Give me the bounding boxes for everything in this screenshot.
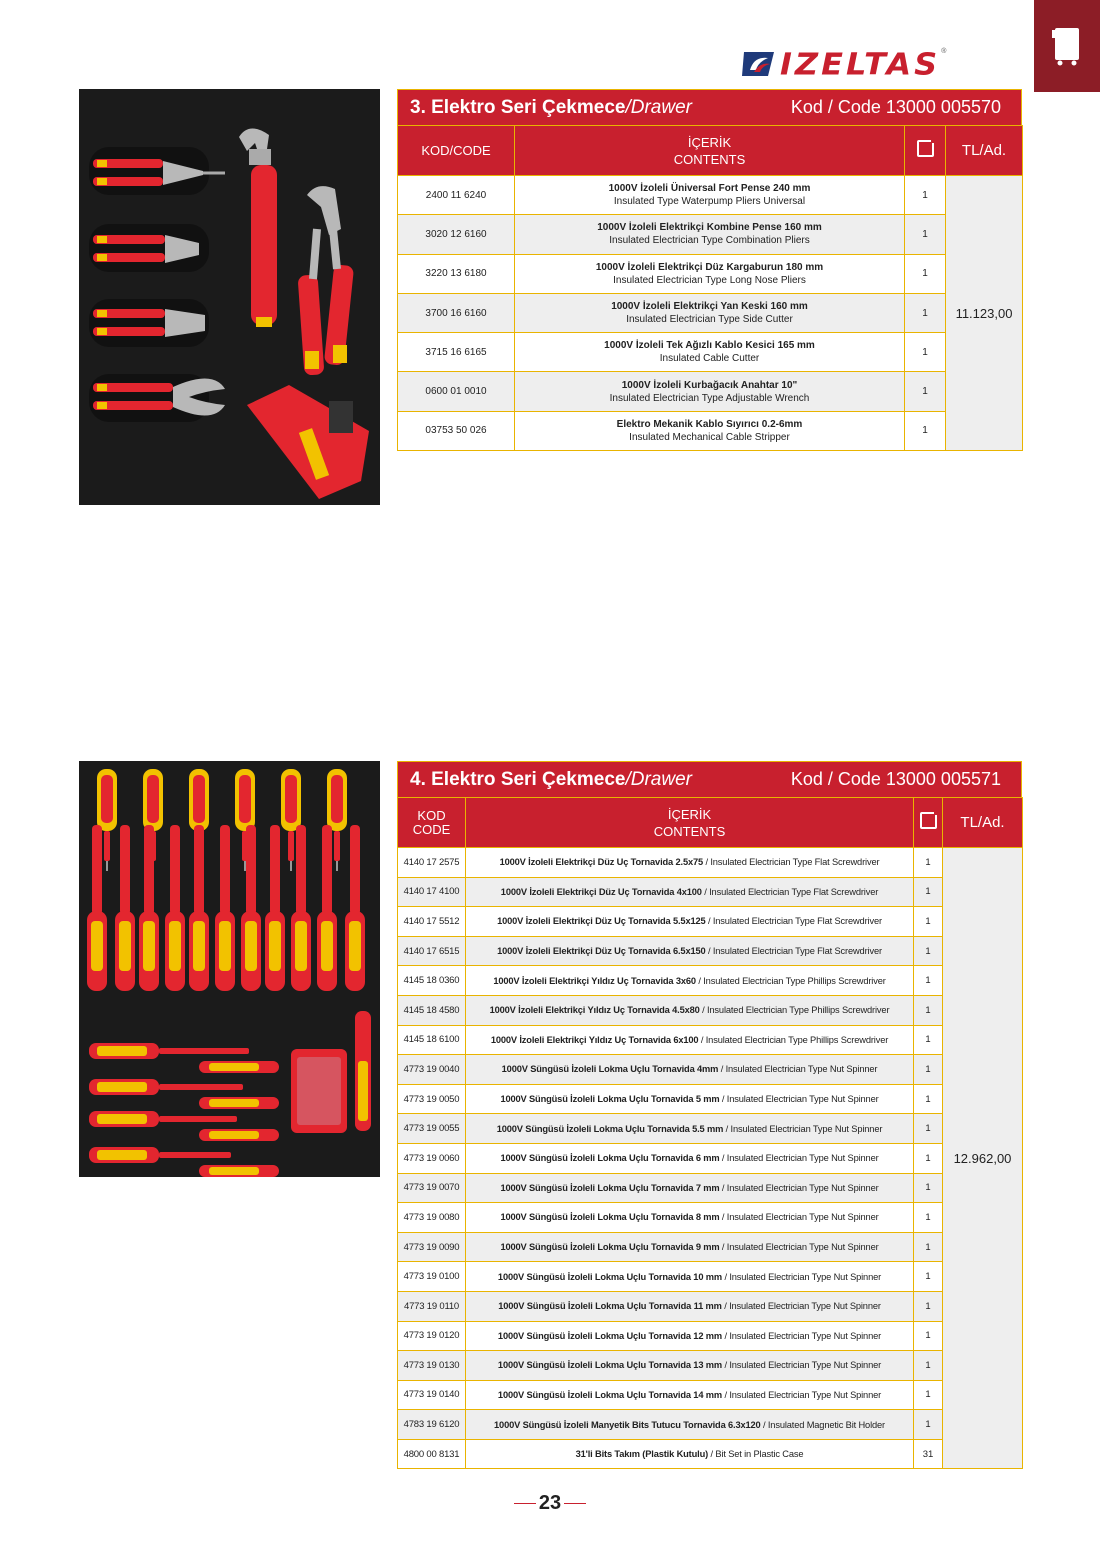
table-row (398, 966, 1023, 996)
set-price: 12.962,00 (943, 848, 1023, 1469)
item-code: 4773 19 0040 (398, 1055, 466, 1085)
col-header-code: KOD/CODE (398, 126, 515, 176)
item-quantity: 1 (905, 176, 946, 215)
item-name-tr: 1000V İzoleli Üniversal Fort Pense 240 mm (608, 183, 811, 195)
item-name-tr: 1000V İzoleli Elektrikçi Yıldız Uç Tornavida 3x60 (493, 975, 696, 986)
item-quantity: 1 (914, 1055, 943, 1085)
table-row (398, 995, 1023, 1025)
item-description (466, 1262, 914, 1292)
table-row (398, 1262, 1023, 1292)
item-quantity: 1 (914, 1143, 943, 1173)
item-quantity: 1 (914, 995, 943, 1025)
item-description (466, 1084, 914, 1114)
brand-reg: ® (941, 48, 947, 55)
item-code: 4773 19 0110 (398, 1291, 466, 1321)
item-name-en: / Insulated Electrician Type Nut Spinner (722, 1389, 882, 1400)
drawer-4-title: 4. Elektro Seri Çekmece/Drawer (410, 768, 692, 790)
item-quantity: 31 (914, 1439, 943, 1469)
item-name-tr: 1000V Süngüsü İzoleli Lokma Uçlu Tornavida 13 mm (497, 1360, 723, 1371)
item-name-tr: 1000V İzoleli Elektrikçi Düz Kargaburun 180 mm (595, 261, 824, 273)
item-quantity: 1 (905, 254, 946, 293)
table-row (398, 907, 1023, 937)
corner-tab (1034, 0, 1100, 92)
item-code: 4773 19 0090 (398, 1232, 466, 1262)
item-name-en: / Insulated Electrician Type Nut Spinner (719, 1212, 879, 1223)
item-description (466, 848, 914, 878)
item-quantity: 1 (914, 1262, 943, 1292)
item-description (466, 1380, 914, 1410)
table-row (398, 1321, 1023, 1351)
item-name-en: Insulated Electrician Type Side Cutter (626, 314, 793, 326)
brand-logo (742, 45, 1012, 83)
item-name-tr: 1000V Süngüsü İzoleli Lokma Uçlu Tornavida 5 mm (500, 1094, 720, 1105)
item-description (466, 1114, 914, 1144)
table-row (398, 1203, 1023, 1233)
item-name-en: / Bit Set in Plastic Case (708, 1449, 804, 1460)
table-row (398, 1380, 1023, 1410)
drawer-3-title-bar (397, 89, 1022, 125)
item-quantity: 1 (914, 877, 943, 907)
item-name-tr: 1000V İzoleli Kurbağacık Anahtar 10" (621, 379, 798, 391)
item-code: 4140 17 4100 (398, 877, 466, 907)
table-row (398, 411, 1023, 450)
table-header-row (398, 126, 1023, 176)
item-description (466, 1232, 914, 1262)
col-header-quantity (914, 798, 943, 848)
table-row (398, 848, 1023, 878)
item-name-en: / Insulated Electrician Type Phillips Screwdriver (699, 1005, 890, 1016)
col-header-quantity (905, 126, 946, 176)
item-name-en: / Insulated Electrician Type Flat Screwdriver (705, 916, 882, 927)
set-price: 11.123,00 (946, 176, 1023, 451)
item-name-en: / Insulated Electrician Type Flat Screwdriver (705, 946, 882, 957)
table-row (398, 936, 1023, 966)
item-code: 4773 19 0080 (398, 1203, 466, 1233)
item-description (466, 1173, 914, 1203)
item-description (466, 1410, 914, 1440)
item-quantity: 1 (905, 372, 946, 411)
item-code: 4800 00 8131 (398, 1439, 466, 1469)
item-name-tr: 1000V İzoleli Tek Ağızlı Kablo Kesici 165 mm (604, 340, 815, 352)
table-row (398, 1410, 1023, 1440)
item-name-tr: 1000V Süngüsü İzoleli Lokma Uçlu Tornavida 8 mm (500, 1212, 720, 1223)
item-name-tr: 1000V Süngüsü İzoleli Lokma Uçlu Tornavida 5.5 mm (496, 1123, 724, 1134)
screwdriver-set-illustration (79, 761, 380, 1177)
table-row (398, 1143, 1023, 1173)
item-description (466, 995, 914, 1025)
brand-name: IZELTAS (780, 45, 941, 83)
item-name-tr: 1000V Süngüsü İzoleli Lokma Uçlu Tornavida 10 mm (497, 1271, 723, 1282)
item-code: 3020 12 6160 (398, 215, 515, 254)
item-name-en: / Insulated Electrician Type Nut Spinner (722, 1360, 882, 1371)
item-description (466, 936, 914, 966)
item-quantity: 1 (914, 1291, 943, 1321)
table-row (398, 1084, 1023, 1114)
item-name-en: / Insulated Electrician Type Nut Spinner (719, 1094, 879, 1105)
item-name-en: Insulated Cable Cutter (659, 353, 760, 365)
item-description (466, 1143, 914, 1173)
pliers-set-illustration (79, 89, 380, 505)
item-name-tr: 1000V İzoleli Elektrikçi Düz Uç Tornavida 4x100 (500, 886, 702, 897)
item-description (466, 966, 914, 996)
table-row (398, 1025, 1023, 1055)
drawer-4-table (397, 797, 1023, 1469)
item-name-en: / Insulated Electrician Type Nut Spinner (722, 1330, 882, 1341)
item-quantity: 1 (914, 1114, 943, 1144)
item-name-en: / Insulated Electrician Type Flat Screwdriver (703, 857, 880, 868)
item-description (466, 877, 914, 907)
item-description (515, 333, 905, 372)
item-code: 4773 19 0070 (398, 1173, 466, 1203)
item-name-tr: 1000V Süngüsü İzoleli Manyetik Bits Tutucu Tornavida 6.3x120 (494, 1419, 761, 1430)
item-code: 4773 19 0120 (398, 1321, 466, 1351)
item-description (466, 1291, 914, 1321)
col-header-price: TL/Ad. (943, 798, 1023, 848)
item-description (515, 254, 905, 293)
col-header-code: KOD CODE (398, 798, 466, 848)
item-code: 4773 19 0050 (398, 1084, 466, 1114)
item-quantity: 1 (914, 1025, 943, 1055)
item-name-en: / Insulated Electrician Type Nut Spinner (720, 1064, 878, 1075)
box-icon (920, 812, 937, 829)
item-description (466, 907, 914, 937)
item-quantity: 1 (914, 1351, 943, 1381)
item-code: 4140 17 6515 (398, 936, 466, 966)
item-quantity: 1 (914, 1321, 943, 1351)
item-description (515, 372, 905, 411)
drawer-4-title-bar (397, 761, 1022, 797)
table-row (398, 254, 1023, 293)
item-name-en: / Insulated Electrician Type Phillips Screwdriver (695, 975, 886, 986)
table-header-row (398, 798, 1023, 848)
item-name-tr: 1000V Süngüsü İzoleli Lokma Uçlu Tornavida 7 mm (500, 1182, 720, 1193)
item-name-tr: 1000V İzoleli Elektrikçi Düz Uç Tornavida 5.5x125 (497, 916, 706, 927)
item-quantity: 1 (905, 411, 946, 450)
item-name-en: / Insulated Magnetic Bit Holder (760, 1419, 885, 1430)
item-description (466, 1203, 914, 1233)
item-code: 4773 19 0055 (398, 1114, 466, 1144)
item-code: 4773 19 0100 (398, 1262, 466, 1292)
item-name-tr: 1000V Süngüsü İzoleli Lokma Uçlu Tornavida 6 mm (500, 1153, 720, 1164)
item-quantity: 1 (914, 1232, 943, 1262)
item-description (466, 1055, 914, 1085)
item-quantity: 1 (914, 1084, 943, 1114)
item-description (466, 1351, 914, 1381)
drawer-3-table (397, 125, 1023, 451)
box-icon (917, 140, 934, 157)
item-quantity: 1 (914, 1173, 943, 1203)
brand-mark-icon (742, 50, 776, 78)
item-name-tr: 1000V İzoleli Elektrikçi Düz Uç Tornavida 2.5x75 (499, 857, 704, 868)
item-name-en: Insulated Electrician Type Adjustable Wrench (609, 392, 810, 404)
item-name-en: / Insulated Electrician Type Nut Spinner (723, 1123, 883, 1134)
item-code: 4773 19 0140 (398, 1380, 466, 1410)
item-code: 4773 19 0060 (398, 1143, 466, 1173)
table-row (398, 293, 1023, 332)
col-header-price: TL/Ad. (946, 126, 1023, 176)
item-quantity: 1 (914, 936, 943, 966)
item-name-tr: 1000V İzoleli Elektrikçi Yıldız Uç Tornavida 4.5x80 (489, 1005, 700, 1016)
item-quantity: 1 (905, 333, 946, 372)
item-code: 4145 18 4580 (398, 995, 466, 1025)
table-row (398, 333, 1023, 372)
item-description (466, 1025, 914, 1055)
item-name-tr: Elektro Mekanik Kablo Sıyırıcı 0.2-6mm (616, 418, 803, 430)
drawer-4-code: Kod / Code 13000 005571 (790, 769, 1001, 789)
item-code: 3220 13 6180 (398, 254, 515, 293)
item-description (515, 215, 905, 254)
table-row (398, 877, 1023, 907)
item-description (466, 1439, 914, 1469)
item-quantity: 1 (914, 1380, 943, 1410)
item-code: 4773 19 0130 (398, 1351, 466, 1381)
item-name-tr: 1000V Süngüsü İzoleli Lokma Uçlu Tornavida 12 mm (497, 1330, 723, 1341)
table-row (398, 176, 1023, 215)
item-name-tr: 1000V Süngüsü İzoleli Lokma Uçlu Tornavida 4mm (501, 1064, 721, 1075)
item-code: 03753 50 026 (398, 411, 515, 450)
item-quantity: 1 (914, 1203, 943, 1233)
item-quantity: 1 (914, 907, 943, 937)
col-header-contents: İÇERİK CONTENTS (515, 126, 905, 176)
item-name-tr: 1000V Süngüsü İzoleli Lokma Uçlu Tornavida 11 mm (498, 1301, 722, 1312)
drawer-3-title: 3. Elektro Seri Çekmece/Drawer (410, 96, 692, 118)
item-description (515, 176, 905, 215)
table-row (398, 372, 1023, 411)
table-row (398, 1291, 1023, 1321)
table-row (398, 215, 1023, 254)
item-quantity: 1 (905, 293, 946, 332)
item-description (515, 293, 905, 332)
item-name-en: Insulated Electrician Type Long Nose Pliers (613, 274, 806, 286)
item-name-en: / Insulated Electrician Type Nut Spinner (719, 1153, 879, 1164)
item-name-tr: 1000V İzoleli Elektrikçi Düz Uç Tornavida 6.5x150 (497, 946, 706, 957)
item-code: 3715 16 6165 (398, 333, 515, 372)
item-quantity: 1 (905, 215, 946, 254)
table-row (398, 1351, 1023, 1381)
col-header-contents: İÇERİK CONTENTS (466, 798, 914, 848)
drawer-4-section (397, 761, 1022, 1469)
drawer-3-section (397, 89, 1022, 451)
table-row (398, 1114, 1023, 1144)
item-name-en: / Insulated Electrician Type Nut Spinner (721, 1301, 881, 1312)
item-name-tr: 1000V Süngüsü İzoleli Lokma Uçlu Tornavida 9 mm (500, 1242, 720, 1253)
item-description (466, 1321, 914, 1351)
table-row (398, 1439, 1023, 1469)
item-quantity: 1 (914, 1410, 943, 1440)
item-name-tr: 1000V İzoleli Elektrikçi Yan Keski 160 mm (611, 301, 808, 313)
page-number: 23 (0, 1492, 1100, 1515)
item-code: 3700 16 6160 (398, 293, 515, 332)
item-code: 4145 18 6100 (398, 1025, 466, 1055)
item-name-en: / Insulated Electrician Type Nut Spinner (719, 1242, 879, 1253)
table-row (398, 1055, 1023, 1085)
item-name-tr: 1000V Süngüsü İzoleli Lokma Uçlu Tornavida 14 mm (497, 1389, 723, 1400)
item-name-tr: 31'li Bits Takım (Plastik Kutulu) (575, 1449, 709, 1460)
item-name-tr: 1000V İzoleli Elektrikçi Yıldız Uç Tornavida 6x100 (490, 1034, 699, 1045)
item-name-en: Insulated Mechanical Cable Stripper (629, 431, 790, 443)
table-row (398, 1173, 1023, 1203)
item-code: 4783 19 6120 (398, 1410, 466, 1440)
item-description (515, 411, 905, 450)
item-code: 4140 17 2575 (398, 848, 466, 878)
item-name-en: / Insulated Electrician Type Phillips Screwdriver (698, 1034, 889, 1045)
item-name-tr: 1000V İzoleli Elektrikçi Kombine Pense 160 mm (597, 222, 822, 234)
item-quantity: 1 (914, 966, 943, 996)
item-name-en: / Insulated Electrician Type Flat Screwdriver (701, 886, 879, 897)
tool-cabinet-icon (1052, 26, 1082, 66)
drawer-3-code: Kod / Code 13000 005570 (790, 97, 1001, 117)
item-code: 2400 11 6240 (398, 176, 515, 215)
item-name-en: / Insulated Electrician Type Nut Spinner (722, 1271, 882, 1282)
drawer-photo-pliers (79, 89, 380, 505)
item-code: 0600 01 0010 (398, 372, 515, 411)
drawer-photo-screwdrivers (79, 761, 380, 1177)
item-code: 4145 18 0360 (398, 966, 466, 996)
item-code: 4140 17 5512 (398, 907, 466, 937)
item-name-en: Insulated Electrician Type Combination Pliers (609, 235, 810, 247)
item-name-en: Insulated Type Waterpump Pliers Universal (613, 196, 806, 208)
table-row (398, 1232, 1023, 1262)
item-quantity: 1 (914, 848, 943, 878)
item-name-en: / Insulated Electrician Type Nut Spinner (719, 1182, 879, 1193)
